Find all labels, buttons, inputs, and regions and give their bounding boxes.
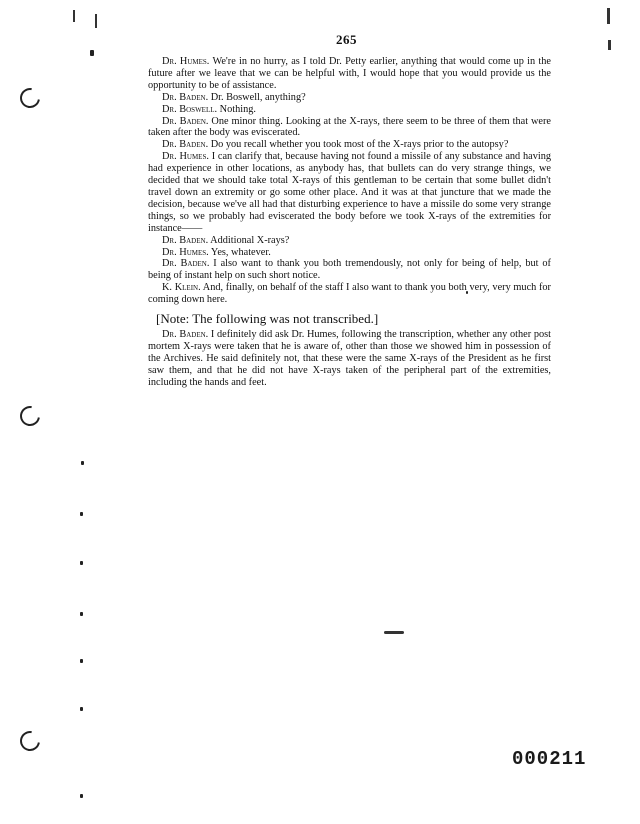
speaker-name: Dr. Baden. — [162, 91, 209, 103]
punch-hole-bottom — [16, 727, 44, 755]
speaker-name: Dr. Baden. — [162, 234, 209, 246]
paragraph-text: I definitely did ask Dr. Humes, following the transcription, whether any other post mortem X-rays were taken that he is aware of, other than those we showed him in possession of the Archives. He said definitely not, that these were the same X-rays of the President as he first saw them, and that he did not have X-rays taken of the peripheral part of the extremities, including the hands and feet. — [148, 329, 551, 388]
paragraph-text: Do you recall whether you took most of the X-rays prior to the autopsy? — [208, 139, 509, 151]
speaker-name: Dr. Humes. — [162, 246, 209, 258]
paragraph-text: Yes, whatever. — [208, 246, 271, 258]
scan-edge-mark — [95, 14, 97, 28]
punch-hole-top — [16, 84, 44, 112]
speaker-name: Dr. Humes. — [162, 56, 210, 67]
scan-speck — [80, 794, 83, 798]
scan-speck — [81, 461, 84, 465]
speaker-name: Dr. Baden. — [162, 258, 210, 270]
paragraph-text: I can clarify that, because having not found a missile of any substance and having had experience in other locations, as anybody has, that bullets can do very strange things, we decided that we should take total X-rays of this gentleman to be certain that some bullet didn't travel down an extremity or go some other place. And it was at that juncture that we made the decision, because we've all had that disturbing experience to have a missile do some very strange things, so we probably had eviscerated the body before we took X-rays of the extremities for instance—— — [148, 151, 551, 234]
paragraph-text: Dr. Boswell, anything? — [208, 91, 306, 103]
speaker-name: K. Klein. — [162, 282, 201, 294]
scan-speck — [80, 612, 83, 616]
transcript-body — [148, 56, 551, 389]
editorial-note: [Note: The following was not transcribed.] — [156, 311, 379, 327]
scan-speck — [80, 561, 83, 565]
speaker-name: Dr. Humes. — [162, 151, 209, 163]
speaker-name: Dr. Baden. — [162, 139, 209, 151]
scan-speck — [80, 707, 83, 711]
page-number: 265 — [336, 32, 357, 47]
paragraph-text: Additional X-rays? — [208, 234, 290, 246]
speaker-name: Dr. Baden. — [162, 329, 209, 341]
paragraph — [148, 282, 551, 306]
paragraph-text: Nothing. — [217, 103, 256, 115]
paragraph-text: One minor thing. Looking at the X-rays, there seem to be three of them that were taken after the body was eviscerated. — [148, 115, 551, 139]
scan-smudge — [384, 631, 404, 634]
scan-edge-mark — [73, 10, 75, 22]
scan-speck — [80, 659, 83, 663]
speaker-name: Dr. Boswell. — [162, 103, 218, 115]
paragraph — [148, 329, 551, 389]
paragraph-text: I also want to thank you both tremendously, not only for being of help, but of being of instant help on such short notice. — [148, 258, 551, 282]
paragraph — [148, 56, 551, 92]
document-stamp-number: 000211 — [512, 748, 587, 770]
paragraph — [148, 104, 551, 116]
scan-speck — [90, 50, 94, 56]
scan-edge-mark — [608, 40, 611, 50]
punch-hole-middle — [16, 402, 44, 430]
paragraph — [148, 92, 551, 104]
paragraph — [148, 235, 551, 247]
scan-edge-mark — [607, 8, 610, 24]
paragraph-text: We're in no hurry, as I told Dr. Petty earlier, anything that would come up in the future after we leave that we can be helpful with, I would hope that you would provide us the opportunity to be of assistance. — [148, 56, 552, 91]
speaker-name: Dr. Baden. — [162, 115, 209, 127]
paragraph — [148, 139, 551, 151]
paragraph — [148, 116, 551, 140]
paragraph-text: And, finally, on behalf of the staff I also want to thank you both very, very much for coming down here. — [148, 282, 551, 306]
paragraph — [148, 151, 551, 234]
paragraph — [148, 247, 551, 259]
paragraph — [148, 258, 551, 282]
scan-speck — [80, 512, 83, 516]
